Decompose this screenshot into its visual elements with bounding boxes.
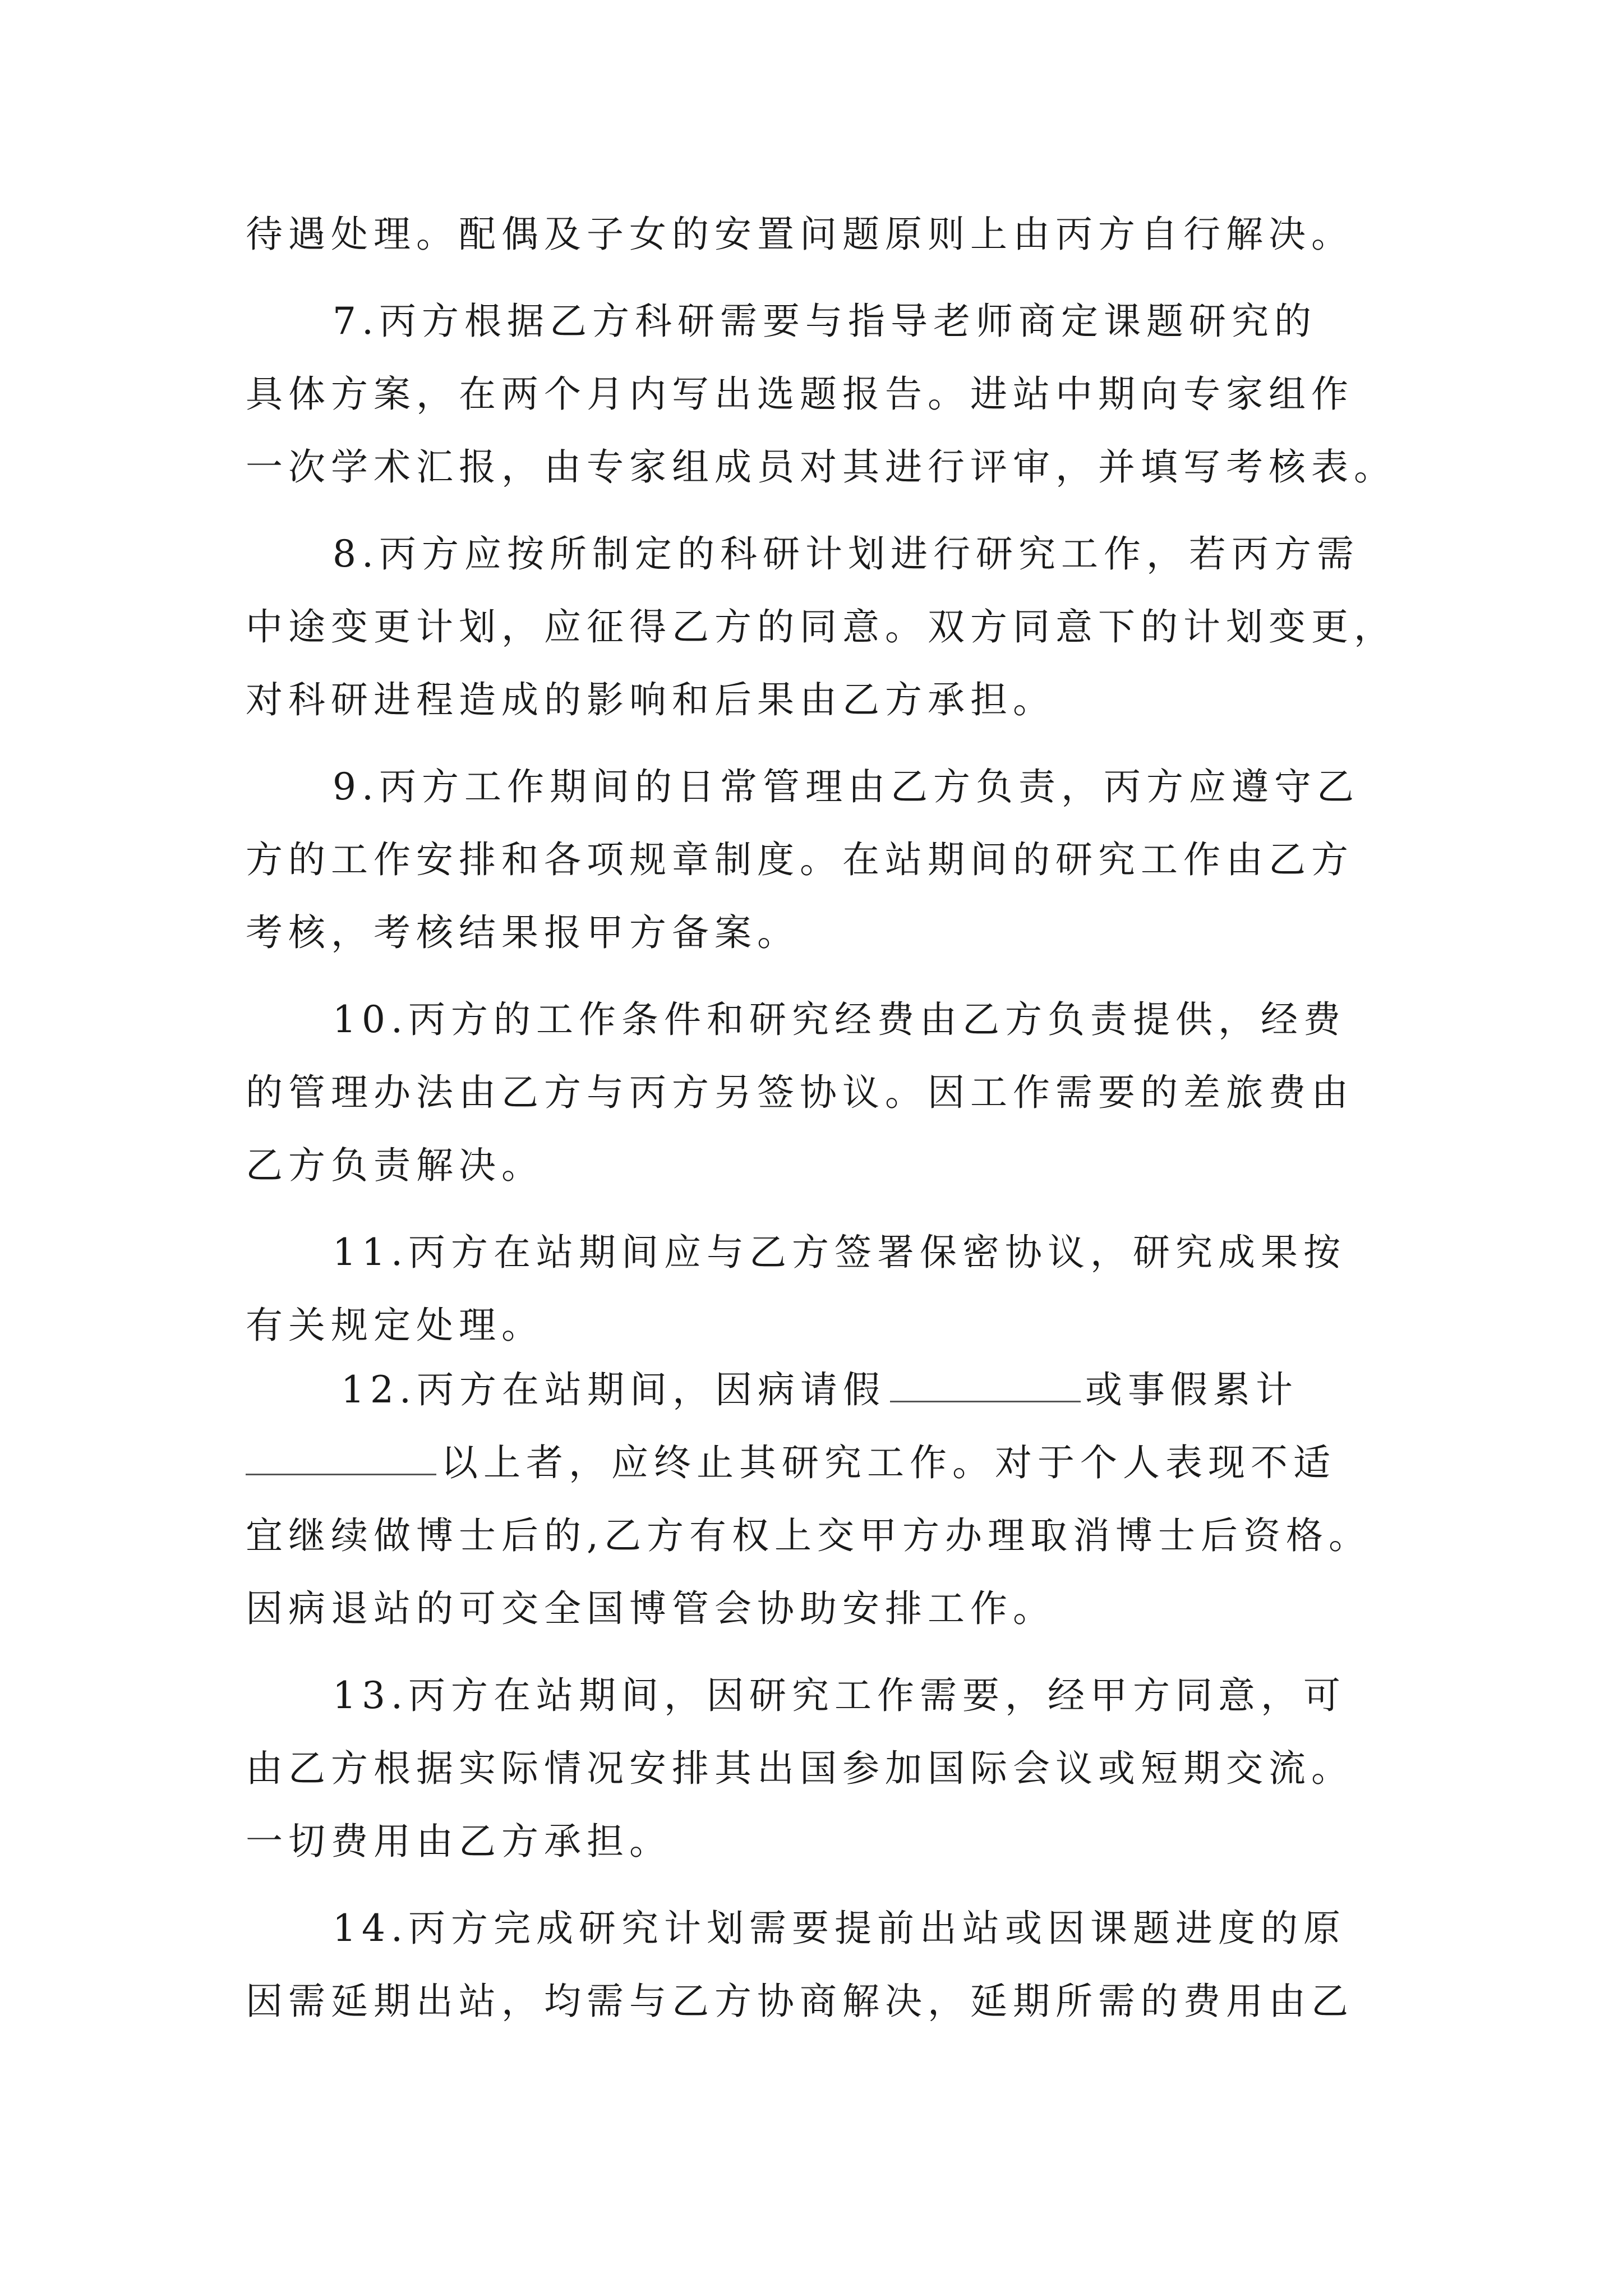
clause-12-text-part1: 12.丙方在站期间，因病请假 xyxy=(341,1368,886,1411)
clause-12-text-part3: 以上者，应终止其研究工作。对于个人表现不适 xyxy=(441,1441,1336,1484)
text-line: 因病退站的可交全国博管会协助安排工作。 xyxy=(246,1587,1055,1630)
text-line: 待遇处理。配偶及子女的安置问题原则上由丙方自行解决。 xyxy=(246,213,1354,256)
text-line: 方的工作安排和各项规章制度。在站期间的研究工作由乙方 xyxy=(246,838,1354,881)
clause-13-heading-line: 13.丙方在站期间，因研究工作需要，经甲方同意，可 xyxy=(333,1674,1346,1717)
text-line: 宜继续做博士后的,乙方有权上交甲方办理取消博士后资格。 xyxy=(246,1514,1371,1557)
clause-12-text-part2: 或事假累计 xyxy=(1085,1368,1298,1411)
text-line: 对科研进程造成的影响和后果由乙方承担。 xyxy=(246,678,1055,721)
clause-9-heading-line: 9.丙方工作期间的日常管理由乙方负责，丙方应遵守乙 xyxy=(333,765,1359,808)
clause-7-heading-line: 7.丙方根据乙方科研需要与指导老师商定课题研究的 xyxy=(333,300,1317,343)
text-line: 考核，考核结果报甲方备案。 xyxy=(246,911,800,954)
text-line: 有关规定处理。 xyxy=(246,1304,544,1347)
text-line: 具体方案，在两个月内写出选题报告。进站中期向专家组作 xyxy=(246,372,1354,416)
text-line: 中途变更计划，应征得乙方的同意。双方同意下的计划变更， xyxy=(246,605,1396,648)
sick-leave-blank[interactable] xyxy=(890,1367,1081,1402)
clause-14-heading-line: 14.丙方完成研究计划需要提前出站或因课题进度的原 xyxy=(333,1907,1346,1950)
personal-leave-blank[interactable] xyxy=(246,1440,436,1475)
clause-12-heading-line xyxy=(341,1365,1298,1415)
text-line: 一次学术汇报，由专家组成员对其进行评审，并填写考核表。 xyxy=(246,445,1396,489)
clause-8-heading-line: 8.丙方应按所制定的科研计划进行研究工作，若丙方需 xyxy=(333,532,1359,576)
clause-11-heading-line: 11.丙方在站期间应与乙方签署保密协议，研究成果按 xyxy=(333,1231,1346,1274)
text-line: 一切费用由乙方承担。 xyxy=(246,1820,672,1863)
text-line xyxy=(246,1438,1336,1488)
text-line: 由乙方根据实际情况安排其出国参加国际会议或短期交流。 xyxy=(246,1747,1354,1790)
clause-10-heading-line: 10.丙方的工作条件和研究经费由乙方负责提供，经费 xyxy=(333,998,1346,1041)
text-line: 因需延期出站，均需与乙方协商解决，延期所需的费用由乙 xyxy=(246,1980,1354,2023)
text-line: 的管理办法由乙方与丙方另签协议。因工作需要的差旅费由 xyxy=(246,1071,1354,1114)
text-line: 乙方负责解决。 xyxy=(246,1144,544,1187)
